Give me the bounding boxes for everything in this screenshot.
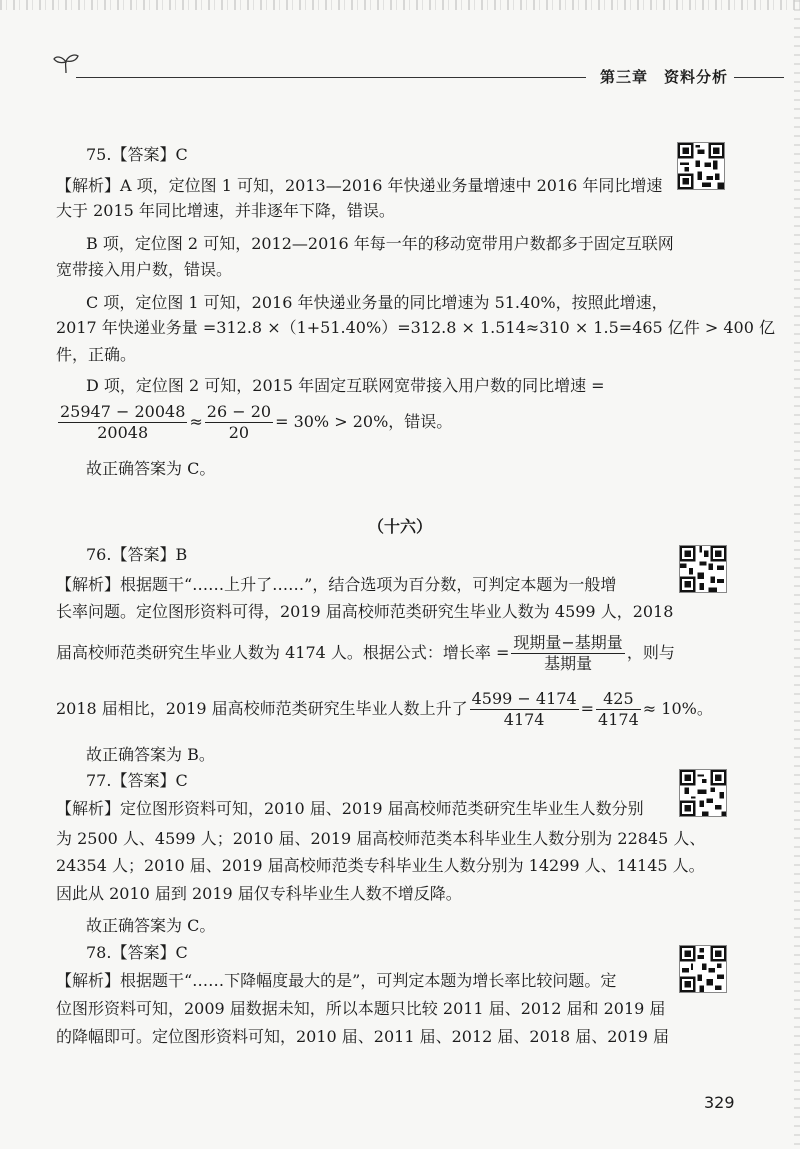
q75-analysis-line: 宽带接入用户数，错误。 bbox=[56, 260, 233, 279]
q76-formula-line bbox=[56, 689, 713, 730]
fraction bbox=[205, 402, 273, 443]
chapter-title: 第三章 资料分析 bbox=[600, 68, 729, 86]
fraction bbox=[470, 689, 579, 730]
q76-answer: 76.【答案】B bbox=[86, 545, 188, 564]
equals-sign: = bbox=[580, 699, 595, 718]
fraction-numerator: 25947 − 20048 bbox=[60, 402, 186, 421]
fraction-denominator: 20 bbox=[228, 423, 250, 442]
scan-noise-top bbox=[0, 0, 800, 10]
fraction-numerator: 26 − 20 bbox=[206, 402, 272, 421]
sprout-leaf-icon bbox=[53, 52, 79, 74]
qr-code-icon[interactable] bbox=[679, 545, 727, 593]
fraction-denominator: 基期量 bbox=[544, 654, 593, 673]
text-run: 2018 届相比，2019 届高校师范类研究生毕业人数上升了 bbox=[56, 699, 468, 718]
fraction bbox=[511, 633, 624, 674]
q76-analysis-line: 【解析】根据题干“……上升了……”，结合选项为百分数，可判定本题为一般增 bbox=[56, 575, 617, 594]
q77-analysis-line: 为 2500 人、4599 人；2010 届、2019 届高校师范类本科毕业生人数分别为 22845 人、 bbox=[56, 829, 706, 848]
section-title: （十六） bbox=[367, 517, 432, 536]
fraction bbox=[596, 689, 641, 730]
q78-answer: 78.【答案】C bbox=[86, 943, 188, 962]
q76-analysis-line: 长率问题。定位图形资料可得，2019 届高校师范类研究生毕业人数为 4599 人，2018 bbox=[56, 602, 674, 621]
q75-analysis-line: B 项，定位图 2 可知，2012—2016 年每一年的移动宽带用户数都多于固定互联网 bbox=[86, 234, 674, 253]
fraction-numerator: 4599 − 4174 bbox=[471, 689, 577, 708]
q76-formula-line bbox=[56, 633, 675, 674]
q77-conclusion: 故正确答案为 C。 bbox=[86, 916, 216, 935]
fraction bbox=[58, 402, 187, 443]
text-run: 届高校师范类研究生毕业人数为 4174 人。根据公式：增长率 = bbox=[56, 643, 510, 662]
q77-answer: 77.【答案】C bbox=[86, 771, 188, 790]
qr-code-icon[interactable] bbox=[679, 769, 727, 817]
formula-result: ≈ 10%。 bbox=[642, 699, 713, 718]
header-rule bbox=[76, 77, 586, 78]
q75-analysis-line: 大于 2015 年同比增速，并非逐年下降，错误。 bbox=[56, 201, 395, 220]
q77-analysis-line: 因此从 2010 届到 2019 届仅专科毕业生人数不增反降。 bbox=[56, 884, 462, 903]
q78-analysis-line: 位图形资料可知，2009 届数据未知，所以本题只比较 2011 届、2012 届和 2019 届 bbox=[56, 999, 666, 1018]
q77-analysis-line: 24354 人；2010 届、2019 届高校师范类专科毕业生人数分别为 14299 人、14145 人。 bbox=[56, 856, 705, 875]
q78-analysis-line: 的降幅即可。定位图形资料可知，2010 届、2011 届、2012 届、2018 届、2019 届 bbox=[56, 1027, 670, 1046]
q75-analysis-line: C 项，定位图 1 可知，2016 年快递业务量的同比增速为 51.40%，按照此增速， bbox=[86, 293, 668, 312]
q77-analysis-line: 【解析】定位图形资料可知，2010 届、2019 届高校师范类研究生毕业生人数分别 bbox=[56, 799, 644, 818]
page-number: 329 bbox=[704, 1093, 735, 1112]
fraction-numerator: 425 bbox=[596, 689, 641, 710]
formula-result: = 30% > 20%，错误。 bbox=[275, 412, 453, 431]
q75-analysis-line: 【解析】A 项，定位图 1 可知，2013—2016 年快递业务量增速中 2016 年同比增速 bbox=[56, 176, 663, 195]
q75-analysis-line: 件，正确。 bbox=[56, 345, 137, 364]
header-rule bbox=[734, 77, 784, 78]
q75-answer: 75.【答案】C bbox=[86, 145, 188, 164]
approx-sign: ≈ bbox=[189, 412, 203, 431]
fraction-denominator: 20048 bbox=[97, 423, 149, 442]
q76-conclusion: 故正确答案为 B。 bbox=[86, 745, 215, 764]
q75-analysis-line: D 项，定位图 2 可知，2015 年固定互联网宽带接入用户数的同比增速 = bbox=[86, 376, 605, 395]
q75-analysis-line: 2017 年快递业务量 =312.8 ×（1+51.40%）=312.8 × 1.514≈310 × 1.5=465 亿件 > 400 亿 bbox=[56, 318, 775, 337]
qr-code-icon[interactable] bbox=[677, 142, 725, 190]
fraction-denominator: 4174 bbox=[598, 710, 639, 729]
scan-noise-right bbox=[794, 0, 800, 1149]
fraction-denominator: 4174 bbox=[503, 710, 545, 729]
text-run: ，则与 bbox=[626, 643, 675, 662]
q75-conclusion: 故正确答案为 C。 bbox=[86, 459, 216, 478]
q75-formula-line bbox=[56, 402, 452, 443]
fraction-numerator: 现期量−基期量 bbox=[513, 633, 623, 652]
qr-code-icon[interactable] bbox=[679, 945, 727, 993]
q78-analysis-line: 【解析】根据题干“……下降幅度最大的是”，可判定本题为增长率比较问题。定 bbox=[56, 971, 617, 990]
